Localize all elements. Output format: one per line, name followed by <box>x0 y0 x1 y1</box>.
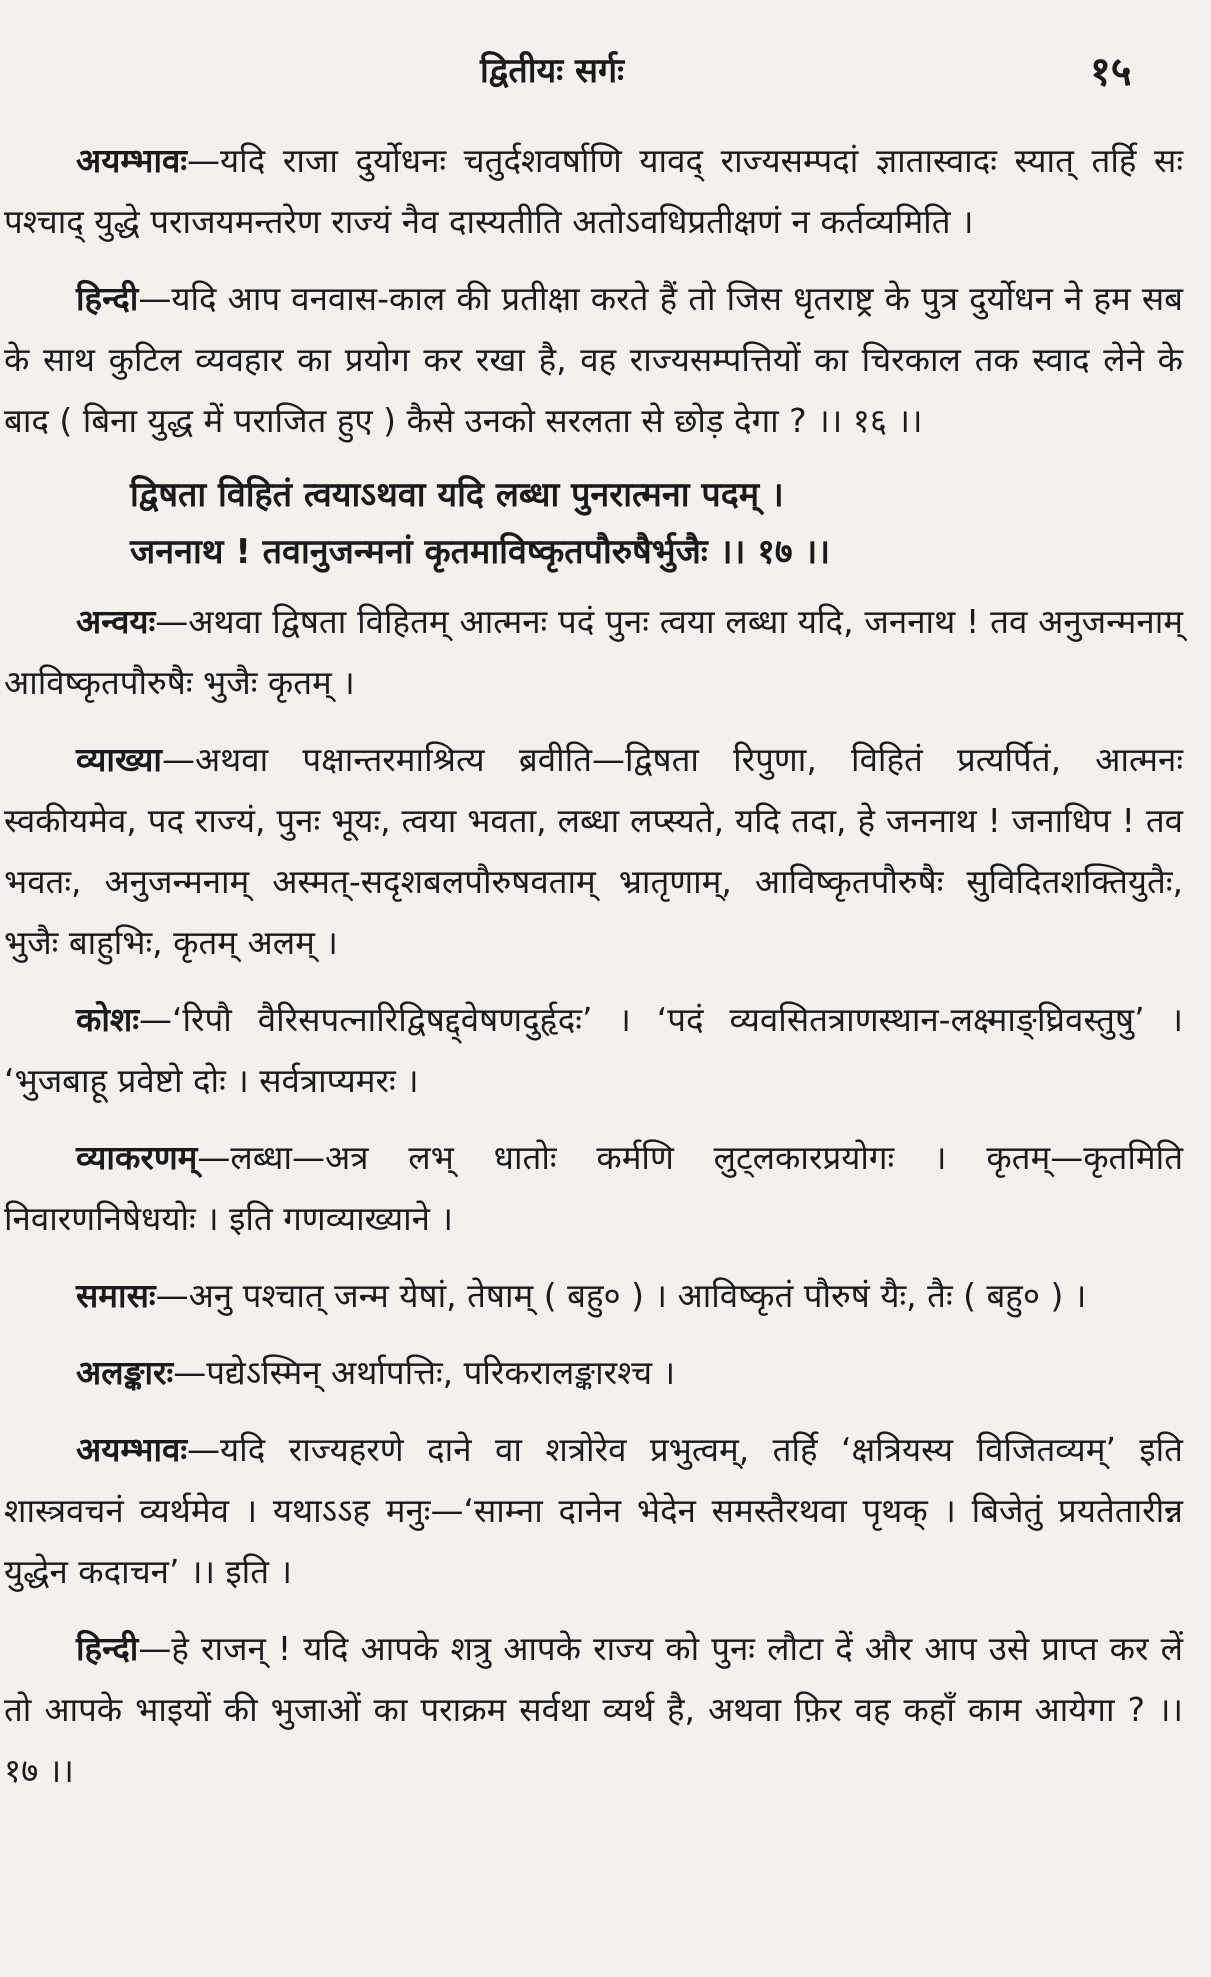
section-label: कोशः <box>76 1000 139 1039</box>
section-label: समासः <box>76 1276 156 1315</box>
section-text: —यदि राजा दुर्योधनः चतुर्दशवर्षाणि यावद् राज्यसम्पदां ज्ञातास्वादः स्यात् तर्हि सः पश्चाद् युद्धे पराजयमन्तरेण राज्यं नैव दास्यतीति अतोऽवधिप्रतीक्षणं न कर्तव्यमिति । <box>4 141 1183 241</box>
section-text: —यदि राज्यहरणे दाने वा शत्रोरेव प्रभुत्वम्, तर्हि ‘क्षत्रियस्य विजितव्यम्’ इति शास्त्रवचनं व्यर्थमेव । यथाऽऽह मनुः—‘साम्ना दानेन भेदेन समस्तैरथवा पृथक् । बिजेतुं प्रयतेतारीन्न युद्धेन कदाचन’ ।। इति । <box>4 1430 1183 1591</box>
section-text: —यदि आप वनवास-काल की प्रतीक्षा करते हैं तो जिस धृतराष्ट्र के पुत्र दुर्योधन ने हम सब के साथ कुटिल व्यवहार का प्रयोग कर रखा है, वह राज्यसम्पत्तियों का चिरकाल तक स्वाद लेने के बाद ( बिना युद्ध में पराजित हुए ) कैसे उनको सरलता से छोड़ देगा ? ।। १६ ।। <box>4 279 1183 440</box>
section-hindi <box>0 268 1211 451</box>
page-header <box>0 38 1211 98</box>
verse-line-1: द्विषता विहितं त्वयाऽथवा यदि लब्धा पुनरात्मना पदम् । <box>130 475 784 515</box>
section-text: —‘रिपौ वैरिसपत्नारिद्विषद्द्वेषणदुर्हृदः’ । ‘पदं व्यवसितत्राणस्थान-लक्ष्माङ्घ्रिवस्तुषु’ । ‘भुजबाहू प्रवेष्टो दोः । सर्वत्राप्यमरः । <box>4 1000 1183 1100</box>
section-vyakaranam <box>0 1127 1211 1249</box>
section-text: —अनु पश्चात् जन्म येषां, तेषाम् ( बहु० ) । आविष्कृतं पौरुषं यैः, तैः ( बहु० ) । <box>155 1276 1087 1315</box>
section-label: व्याकरणम् <box>76 1138 198 1177</box>
section-hindi-2 <box>0 1618 1211 1801</box>
page-body <box>0 130 1211 1817</box>
section-text: —पद्येऽस्मिन् अर्थापत्तिः, परिकरालङ्कारश्च । <box>173 1353 676 1392</box>
section-bhavah <box>0 130 1211 252</box>
verse-block <box>0 467 1211 581</box>
section-text: —अथवा द्विषता विहितम् आत्मनः पदं पुनः त्वया लब्धा यदि, जननाथ ! तव अनुजन्मनाम् आविष्कृतपौरुषैः भुजैः कृतम् । <box>4 602 1183 702</box>
section-vyakhya <box>0 729 1211 973</box>
section-koshah <box>0 989 1211 1111</box>
running-head: द्वितीयः सर्गः <box>480 51 624 91</box>
section-text: —हे राजन् ! यदि आपके शत्रु आपके राज्य को पुनः लौटा दें और आप उसे प्राप्त कर लें तो आपके भाइयों की भुजाओं का पराक्रम सर्वथा व्यर्थ है, अथवा फ़िर वह कहाँ काम आयेगा ? ।। १७ ।। <box>4 1629 1183 1790</box>
section-label: हिन्दी <box>76 279 139 318</box>
section-alankarah <box>0 1342 1211 1403</box>
section-label: अयम्भावः <box>76 1430 188 1469</box>
section-label: अलङ्कारः <box>76 1353 174 1392</box>
section-label: अयम्भावः <box>76 141 188 180</box>
page-number: १५ <box>1090 49 1132 95</box>
section-text: —लब्धा—अत्र लभ् धातोः कर्मणि लुट्लकारप्रयोगः । कृतम्—कृतमिति निवारणनिषेधयोः । इति गणव्याख्याने । <box>4 1138 1183 1238</box>
verse-line-2: जननाथ ! तवानुजन्मनां कृतमाविष्कृतपौरुषैर्भुजैः ।। १७ ।। <box>130 532 831 572</box>
section-samasah <box>0 1265 1211 1326</box>
section-anvayah <box>0 591 1211 713</box>
section-label: व्याख्या <box>76 740 162 779</box>
section-label: हिन्दी <box>76 1629 139 1668</box>
section-text: —अथवा पक्षान्तरमाश्रित्य ब्रवीति—द्विषता रिपुणा, विहितं प्रत्यर्पितं, आत्मनः स्वकीयमेव, पद राज्यं, पुनः भूयः, त्वया भवता, लब्धा लप्स्यते, यदि तदा, हे जननाथ ! जनाधिप ! तव भवतः, अनुजन्मनाम् अस्मत्-सदृशबलपौरुषवताम् भ्रातृणाम्, आविष्कृतपौरुषैः सुविदितशक्तियुतैः, भुजैः बाहुभिः, कृतम् अलम् । <box>4 740 1183 962</box>
section-label: अन्वयः <box>76 602 156 641</box>
section-bhavah-2 <box>0 1419 1211 1602</box>
